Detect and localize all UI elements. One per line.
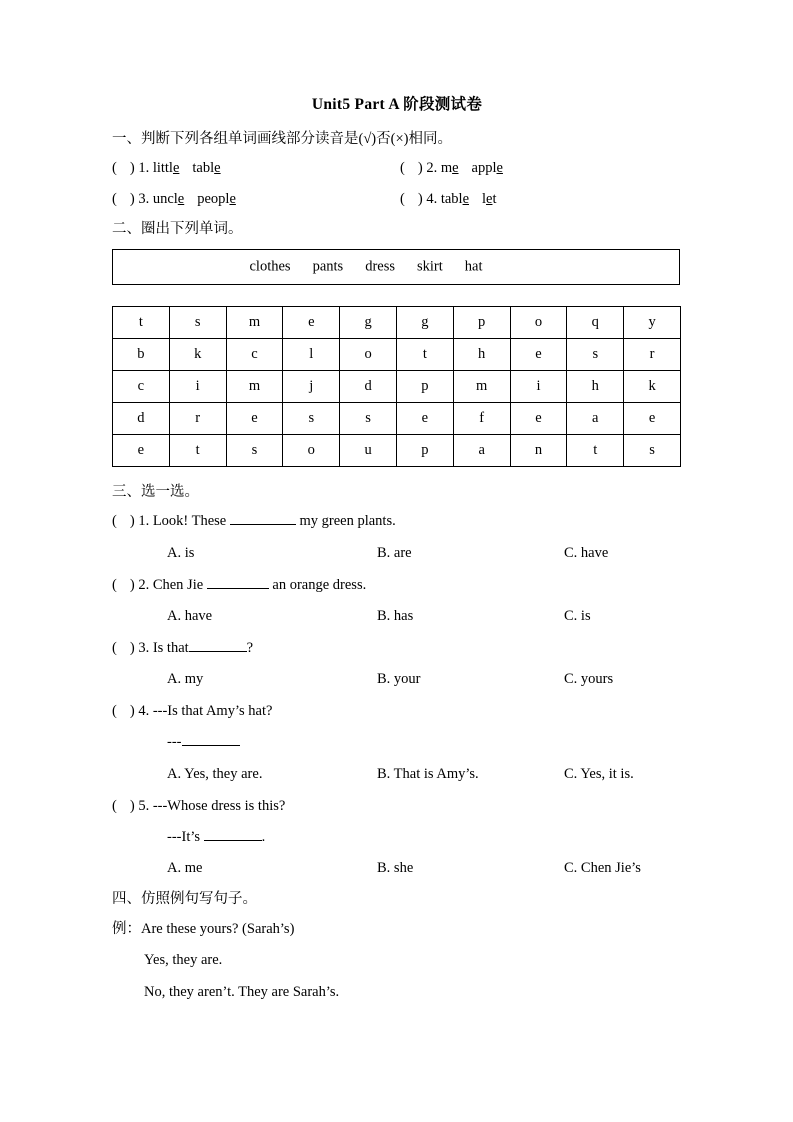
grid-cell[interactable]: s bbox=[340, 402, 397, 434]
grid-cell[interactable]: n bbox=[510, 434, 567, 466]
grid-cell[interactable]: o bbox=[340, 338, 397, 370]
example-answer-negative: No, they aren’t. They are Sarah’s. bbox=[144, 983, 340, 1000]
option-c[interactable]: C. have bbox=[564, 544, 609, 561]
question-1-stem bbox=[112, 511, 682, 531]
option-c[interactable]: C. yours bbox=[564, 671, 614, 688]
example-prompt: Are these yours? (Sarah’s) bbox=[141, 920, 295, 937]
page-title: Unit5 Part A 阶段测试卷 bbox=[311, 96, 483, 113]
question-2-stem bbox=[112, 575, 682, 595]
option-b[interactable]: B. has bbox=[377, 607, 414, 624]
grid-cell[interactable]: o bbox=[510, 306, 567, 338]
option-b[interactable]: B. your bbox=[377, 671, 421, 688]
grid-cell[interactable]: e bbox=[510, 402, 567, 434]
grid-cell[interactable]: t bbox=[113, 306, 170, 338]
example-prompt-line bbox=[112, 919, 682, 939]
stem-text-before: ---Is that Amy’s hat? bbox=[152, 703, 273, 720]
judge-row bbox=[112, 158, 682, 177]
word-1: table bbox=[440, 191, 469, 208]
option-a[interactable]: A. my bbox=[167, 671, 204, 688]
answer-parenthesis[interactable]: ( ) bbox=[112, 513, 135, 530]
example-answer-affirmative: Yes, they are. bbox=[144, 952, 223, 969]
grid-cell[interactable]: s bbox=[624, 434, 681, 466]
grid-cell[interactable]: e bbox=[624, 402, 681, 434]
table-row bbox=[113, 370, 681, 402]
grid-cell[interactable]: s bbox=[283, 402, 340, 434]
question-number: 5. bbox=[138, 797, 150, 814]
grid-cell[interactable]: b bbox=[113, 338, 170, 370]
table-row bbox=[113, 402, 681, 434]
stem-text-before: Look! These bbox=[152, 513, 227, 530]
answer-parenthesis[interactable]: ( ) bbox=[400, 191, 423, 208]
answer-blank[interactable] bbox=[204, 827, 262, 841]
worksheet-content bbox=[112, 96, 682, 1013]
answer-parenthesis[interactable]: ( ) bbox=[112, 191, 135, 208]
answer-parenthesis[interactable]: ( ) bbox=[112, 703, 135, 720]
option-a[interactable]: A. me bbox=[167, 860, 203, 877]
word-2: table bbox=[192, 160, 221, 177]
grid-cell[interactable]: k bbox=[169, 338, 226, 370]
grid-cell[interactable]: y bbox=[624, 306, 681, 338]
judge-row bbox=[112, 189, 682, 208]
grid-cell[interactable]: e bbox=[510, 338, 567, 370]
grid-cell[interactable]: t bbox=[396, 338, 453, 370]
word-2: people bbox=[197, 191, 236, 208]
judge-item-2[interactable] bbox=[400, 158, 503, 178]
grid-cell[interactable]: e bbox=[113, 434, 170, 466]
word-2: let bbox=[482, 191, 497, 208]
option-a[interactable]: A. is bbox=[167, 544, 195, 561]
judge-item-1[interactable] bbox=[112, 158, 221, 178]
answer-parenthesis[interactable]: ( ) bbox=[400, 160, 423, 177]
item-number: 1. bbox=[138, 160, 150, 177]
answer-parenthesis[interactable]: ( ) bbox=[112, 639, 135, 656]
option-a[interactable]: A. Yes, they are. bbox=[167, 765, 263, 782]
grid-cell[interactable]: e bbox=[283, 306, 340, 338]
grid-cell[interactable]: a bbox=[453, 434, 510, 466]
answer-blank[interactable] bbox=[182, 732, 240, 746]
question-2-options bbox=[112, 606, 682, 627]
example-label: 例： bbox=[112, 920, 141, 937]
question-number: 4. bbox=[138, 703, 150, 720]
question-number: 2. bbox=[138, 576, 150, 593]
grid-cell[interactable]: k bbox=[624, 370, 681, 402]
question-5-stem bbox=[112, 796, 682, 816]
grid-cell[interactable]: s bbox=[226, 434, 283, 466]
word-1: uncle bbox=[152, 191, 185, 208]
grid-cell[interactable]: e bbox=[396, 402, 453, 434]
table-row bbox=[113, 338, 681, 370]
option-a[interactable]: A. have bbox=[167, 607, 213, 624]
grid-cell[interactable]: h bbox=[453, 338, 510, 370]
grid-cell[interactable]: p bbox=[396, 370, 453, 402]
grid-cell[interactable]: t bbox=[169, 434, 226, 466]
grid-cell[interactable]: p bbox=[396, 434, 453, 466]
section-2-heading: 二、圈出下列单词。 bbox=[112, 221, 243, 238]
stem-text-after: ? bbox=[246, 639, 254, 656]
grid-cell[interactable]: q bbox=[567, 306, 624, 338]
table-row bbox=[113, 306, 681, 338]
item-number: 2. bbox=[426, 160, 438, 177]
grid-cell[interactable]: r bbox=[169, 402, 226, 434]
section-3-heading: 三、选一选。 bbox=[112, 483, 199, 500]
word-bank-item[interactable]: dress bbox=[365, 258, 395, 275]
word-search-grid bbox=[112, 306, 681, 467]
stem-text-before: ---Whose dress is this? bbox=[152, 797, 286, 814]
answer-parenthesis[interactable]: ( ) bbox=[112, 797, 135, 814]
question-3-options bbox=[112, 669, 682, 690]
stem-text-after: my green plants. bbox=[299, 513, 396, 530]
question-3-stem bbox=[112, 638, 682, 658]
grid-cell[interactable]: m bbox=[226, 370, 283, 402]
option-b[interactable]: B. are bbox=[377, 544, 412, 561]
grid-cell[interactable]: u bbox=[340, 434, 397, 466]
answer-blank[interactable] bbox=[207, 575, 269, 589]
word-bank-item[interactable]: clothes bbox=[249, 258, 291, 275]
question-4-options bbox=[112, 764, 682, 785]
stem-text-after: an orange dress. bbox=[272, 576, 367, 593]
dash-prefix: ---It’s bbox=[167, 829, 201, 846]
grid-cell[interactable]: c bbox=[113, 370, 170, 402]
grid-cell[interactable]: g bbox=[396, 306, 453, 338]
judge-item-4[interactable] bbox=[400, 189, 497, 209]
question-4-stem bbox=[112, 701, 682, 721]
grid-cell[interactable]: d bbox=[113, 402, 170, 434]
grid-cell[interactable]: r bbox=[624, 338, 681, 370]
word-1: me bbox=[440, 160, 459, 177]
word-bank-item[interactable]: skirt bbox=[417, 258, 443, 275]
item-number: 4. bbox=[426, 191, 438, 208]
question-number: 3. bbox=[138, 639, 150, 656]
option-b[interactable]: B. she bbox=[377, 860, 414, 877]
sub-text-after: . bbox=[261, 829, 266, 846]
grid-cell[interactable]: s bbox=[169, 306, 226, 338]
question-4-answer-line bbox=[112, 732, 682, 752]
grid-cell[interactable]: o bbox=[283, 434, 340, 466]
option-c[interactable]: C. Chen Jie’s bbox=[564, 860, 641, 877]
stem-text-before: Is that bbox=[152, 639, 189, 656]
word-bank-list bbox=[113, 258, 679, 275]
answer-blank[interactable] bbox=[230, 511, 296, 525]
table-row bbox=[113, 434, 681, 466]
answer-parenthesis[interactable]: ( ) bbox=[112, 160, 135, 177]
dash-prefix: --- bbox=[167, 734, 182, 751]
option-b[interactable]: B. That is Amy’s. bbox=[377, 765, 479, 782]
question-5-options bbox=[112, 858, 682, 879]
grid-cell[interactable]: d bbox=[340, 370, 397, 402]
item-number: 3. bbox=[138, 191, 150, 208]
word-bank-item[interactable]: hat bbox=[464, 258, 483, 275]
question-1-options bbox=[112, 543, 682, 564]
grid-cell[interactable]: m bbox=[226, 306, 283, 338]
grid-cell[interactable]: i bbox=[169, 370, 226, 402]
answer-blank[interactable] bbox=[189, 638, 247, 652]
question-5-answer-line bbox=[112, 827, 682, 847]
grid-cell[interactable]: p bbox=[453, 306, 510, 338]
question-number: 1. bbox=[138, 513, 150, 530]
option-c[interactable]: C. is bbox=[564, 607, 591, 624]
judge-item-3[interactable] bbox=[112, 189, 236, 209]
grid-cell[interactable]: a bbox=[567, 402, 624, 434]
stem-text-before: Chen Jie bbox=[152, 576, 204, 593]
section-4-heading: 四、仿照例句写句子。 bbox=[112, 891, 257, 908]
grid-cell[interactable]: t bbox=[567, 434, 624, 466]
grid-cell[interactable]: g bbox=[340, 306, 397, 338]
section-1-heading: 一、判断下列各组单词画线部分读音是(√)否(×)相同。 bbox=[112, 130, 452, 147]
grid-cell[interactable]: h bbox=[567, 370, 624, 402]
grid-cell[interactable]: f bbox=[453, 402, 510, 434]
word-bank-item[interactable]: pants bbox=[312, 258, 344, 275]
grid-cell[interactable]: s bbox=[567, 338, 624, 370]
grid-cell[interactable]: l bbox=[283, 338, 340, 370]
grid-cell[interactable]: c bbox=[226, 338, 283, 370]
grid-cell[interactable]: j bbox=[283, 370, 340, 402]
grid-cell[interactable]: m bbox=[453, 370, 510, 402]
option-c[interactable]: C. Yes, it is. bbox=[564, 765, 634, 782]
word-2: apple bbox=[471, 160, 503, 177]
grid-cell[interactable]: i bbox=[510, 370, 567, 402]
grid-cell[interactable]: e bbox=[226, 402, 283, 434]
word-1: little bbox=[152, 160, 180, 177]
word-bank-box bbox=[112, 249, 680, 285]
answer-parenthesis[interactable]: ( ) bbox=[112, 576, 135, 593]
